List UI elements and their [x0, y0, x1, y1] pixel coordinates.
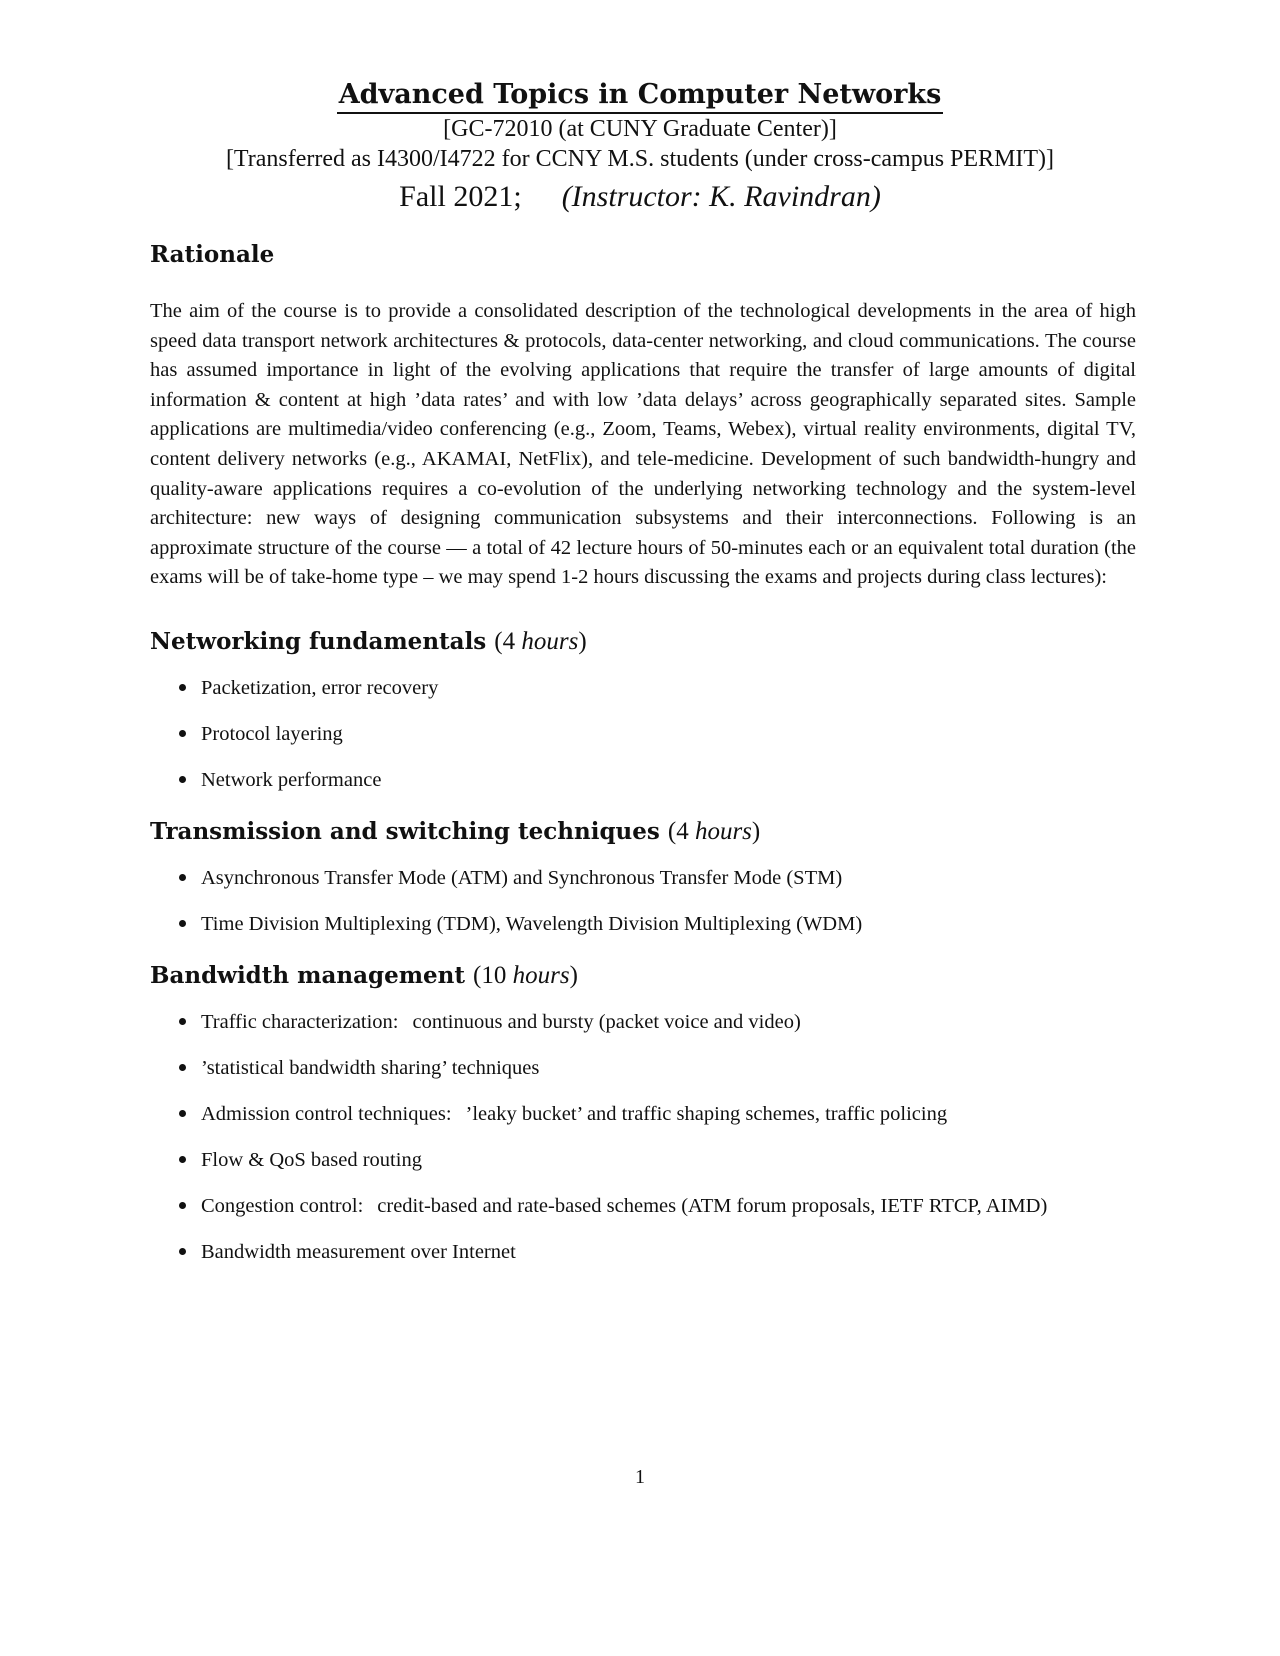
topic-list	[150, 675, 1136, 793]
bullet-icon	[179, 1064, 186, 1071]
bullet-icon	[179, 1110, 186, 1117]
list-item: Bandwidth measurement over Internet	[150, 1239, 1136, 1265]
section-heading: Transmission and switching techniques (4 hours)	[150, 817, 761, 845]
course-title: Advanced Topics in Computer Networks	[337, 78, 944, 114]
bullet-icon	[179, 1018, 186, 1025]
list-item: Network performance	[150, 767, 1136, 793]
topic-list	[150, 1009, 1136, 1265]
section-networking-fundamentals	[150, 627, 1136, 793]
page-number: 1	[635, 1466, 645, 1488]
list-item: Asynchronous Transfer Mode (ATM) and Synchronous Transfer Mode (STM)	[150, 865, 1136, 891]
bullet-icon	[179, 730, 186, 737]
rationale-paragraph: The aim of the course is to provide a consolidated description of the technological developments in the area of high speed data transport network architectures & protocols, data-center networking, and cloud communications. The course has assumed importance in light of the evolving applications that require the transfer of large amounts of digital information & content at high ’data rates’ and with low ’data delays’ across geographically separated sites. Sample applications are multimedia/video conferencing (e.g., Zoom, Teams, Webex), virtual reality environments, digital TV, content delivery networks (e.g., AKAMAI, NetFlix), and tele-medicine. Development of such bandwidth-hungry and quality-aware applications requires a co-evolution of the underlying networking technology and the system-level architecture: new ways of designing communication subsystems and their interconnections. Following is an approximate structure of the course — a total of 42 lecture hours of 50-minutes each or an equivalent total duration (the exams will be of take-home type – we may spend 1-2 hours discussing the exams and projects during class lectures):	[150, 300, 1136, 589]
bullet-icon	[179, 1156, 186, 1163]
document-header	[0, 78, 1280, 216]
bullet-icon	[179, 684, 186, 691]
section-heading: Networking fundamentals (4 hours)	[150, 627, 587, 655]
list-item: ’statistical bandwidth sharing’ techniques	[150, 1055, 1136, 1081]
section-bandwidth-management	[150, 961, 1136, 1265]
list-item: Traffic characterization: continuous and bursty (packet voice and video)	[150, 1009, 1136, 1035]
section-transmission-switching	[150, 817, 1136, 937]
list-item: Flow & QoS based routing	[150, 1147, 1136, 1173]
bullet-icon	[179, 776, 186, 783]
list-item: Protocol layering	[150, 721, 1136, 747]
section-heading: Bandwidth management (10 hours)	[150, 961, 578, 989]
section-hours: (4 hours)	[667, 817, 761, 845]
transfer-note: [Transferred as I4300/I4722 for CCNY M.S. students (under cross-campus PERMIT)]	[225, 146, 1055, 172]
document-body	[150, 240, 1136, 1285]
section-hours: (10 hours)	[473, 961, 578, 989]
course-code: [GC-72010 (at CUNY Graduate Center)]	[443, 116, 837, 142]
list-item: Packetization, error recovery	[150, 675, 1136, 701]
bullet-icon	[179, 920, 186, 927]
list-item: Time Division Multiplexing (TDM), Wavelength Division Multiplexing (WDM)	[150, 911, 1136, 937]
section-hours: (4 hours)	[494, 627, 587, 655]
list-item: Congestion control: credit-based and rate-based schemes (ATM forum proposals, IETF RTCP, AIMD)	[150, 1193, 1136, 1219]
instructor: (Instructor: K. Ravindran)	[561, 180, 881, 213]
bullet-icon	[179, 874, 186, 881]
term-line	[0, 178, 1280, 216]
topic-list	[150, 865, 1136, 937]
bullet-icon	[179, 1202, 186, 1209]
term: Fall 2021;	[399, 180, 522, 213]
list-item: Admission control techniques: ’leaky bucket’ and traffic shaping schemes, traffic policing	[150, 1101, 1136, 1127]
rationale-heading: Rationale	[150, 241, 275, 268]
bullet-icon	[179, 1248, 186, 1255]
